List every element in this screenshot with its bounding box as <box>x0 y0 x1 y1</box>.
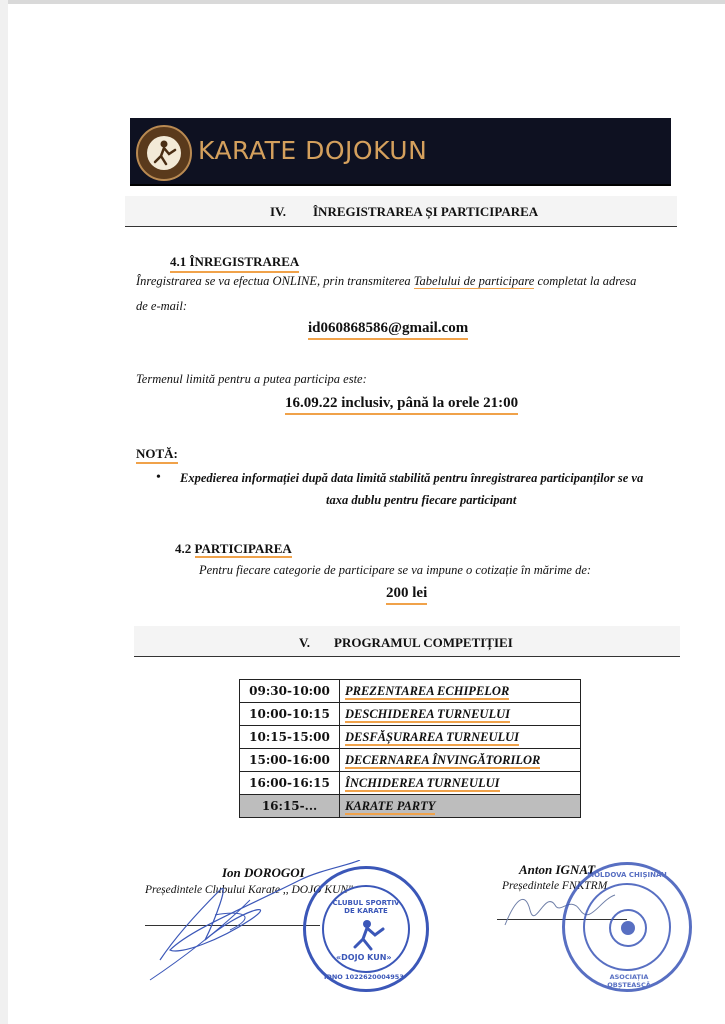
schedule-event <box>340 726 581 749</box>
left-stamp-name: «DOJO KUN» <box>336 953 392 962</box>
right-stamp-name: MOLDOVA CHIȘINĂU <box>587 871 667 879</box>
schedule-event-label: PREZENTAREA ECHIPELOR <box>345 683 510 698</box>
participation-fee: 200 lei <box>386 585 427 605</box>
participation-text: Pentru fiecare categorie de participare se va impune o cotizație în mărime de: <box>199 563 592 577</box>
registration-email[interactable]: id060868586@gmail.com <box>308 320 468 340</box>
note-line-1: Expedierea informației după data limită stabilită pentru înregistrarea participanților se va <box>180 471 644 485</box>
left-stamp-emblem-icon <box>347 917 387 951</box>
left-club-stamp <box>303 866 429 992</box>
deadline-value: 16.09.22 inclusiv, până la orele 21:00 <box>285 395 518 415</box>
right-stamp-title: ASOCIAȚIA OBȘTEASCĂ <box>607 973 651 989</box>
page-top-edge <box>0 0 725 4</box>
table-row <box>240 795 581 818</box>
schedule-time: 10:15-15:00 <box>240 726 340 749</box>
participation-heading-number: 4.2 <box>175 541 195 556</box>
section-5-number: V. <box>299 635 310 650</box>
schedule-event-label: ÎNCHIDEREA TURNEULUI <box>345 775 500 790</box>
karateka-icon <box>147 136 181 170</box>
schedule-time: 15:00-16:00 <box>240 749 340 772</box>
bullet-icon: • <box>156 470 161 485</box>
schedule-time: 16:15-... <box>240 795 340 818</box>
left-stamp-title: CLUBUL SPORTIV DE KARATE <box>332 899 400 915</box>
schedule-event-label: DESCHIDEREA TURNEULUI <box>345 706 510 721</box>
participation-heading <box>175 541 292 557</box>
schedule-event <box>340 772 581 795</box>
table-row <box>240 772 581 795</box>
section-4-number: IV. <box>270 204 287 219</box>
logo-inner <box>147 136 181 170</box>
table-row <box>240 726 581 749</box>
section-4-header <box>125 196 677 227</box>
schedule-event-label: DECERNAREA ÎNVINGĂTORILOR <box>345 752 541 767</box>
right-federation-stamp <box>562 862 692 992</box>
schedule-time: 16:00-16:15 <box>240 772 340 795</box>
note-line-2: taxa dublu pentru fiecare participant <box>326 493 517 507</box>
right-stamp-emblem-icon <box>603 903 653 953</box>
schedule-event <box>340 680 581 703</box>
registration-text-part1: Înregistrarea se va efectua ONLINE, prin transmiterea <box>136 274 414 288</box>
schedule-event <box>340 749 581 772</box>
section-5-header <box>134 626 680 657</box>
section-4-title: ÎNREGISTRAREA ȘI PARTICIPAREA <box>313 204 539 219</box>
left-signatory-name: Ion DOROGOI <box>222 865 305 880</box>
left-signatory-role: Președintele Clubului Karate ,, DOJO KUN" <box>145 884 353 896</box>
schedule-event <box>340 795 581 818</box>
table-row <box>240 680 581 703</box>
participation-heading-word: PARTICIPAREA <box>194 541 292 556</box>
participation-table-link[interactable]: Tabelului de participare <box>413 274 535 288</box>
registration-heading: 4.1 ÎNREGISTRAREA <box>170 254 299 273</box>
registration-text-line2: de e-mail: <box>136 299 188 313</box>
registration-text <box>136 274 681 289</box>
table-row <box>240 703 581 726</box>
registration-text-part2: completat la adresa <box>534 274 637 288</box>
table-row <box>240 749 581 772</box>
schedule-time: 09:30-10:00 <box>240 680 340 703</box>
deadline-label: Termenul limită pentru a putea participa este: <box>136 372 367 386</box>
banner-title: KARATE DOJOKUN <box>198 136 428 165</box>
schedule-event <box>340 703 581 726</box>
page-left-edge <box>0 0 8 1024</box>
karate-logo-icon <box>136 125 192 181</box>
right-signatory-name: Anton IGNAT <box>519 862 596 877</box>
left-stamp-idno: IDNO 1022620004953 <box>324 973 404 981</box>
note-heading: NOTĂ: <box>136 446 178 464</box>
section-5-title: PROGRAMUL COMPETIȚIEI <box>334 635 513 650</box>
right-signatory-role: Președintele FNKTRM <box>502 880 608 892</box>
schedule-event-label: DESFĂȘURAREA TURNEULUI <box>345 729 520 744</box>
schedule-table <box>239 679 581 818</box>
schedule-event-label: KARATE PARTY <box>345 798 436 813</box>
schedule-time: 10:00-10:15 <box>240 703 340 726</box>
